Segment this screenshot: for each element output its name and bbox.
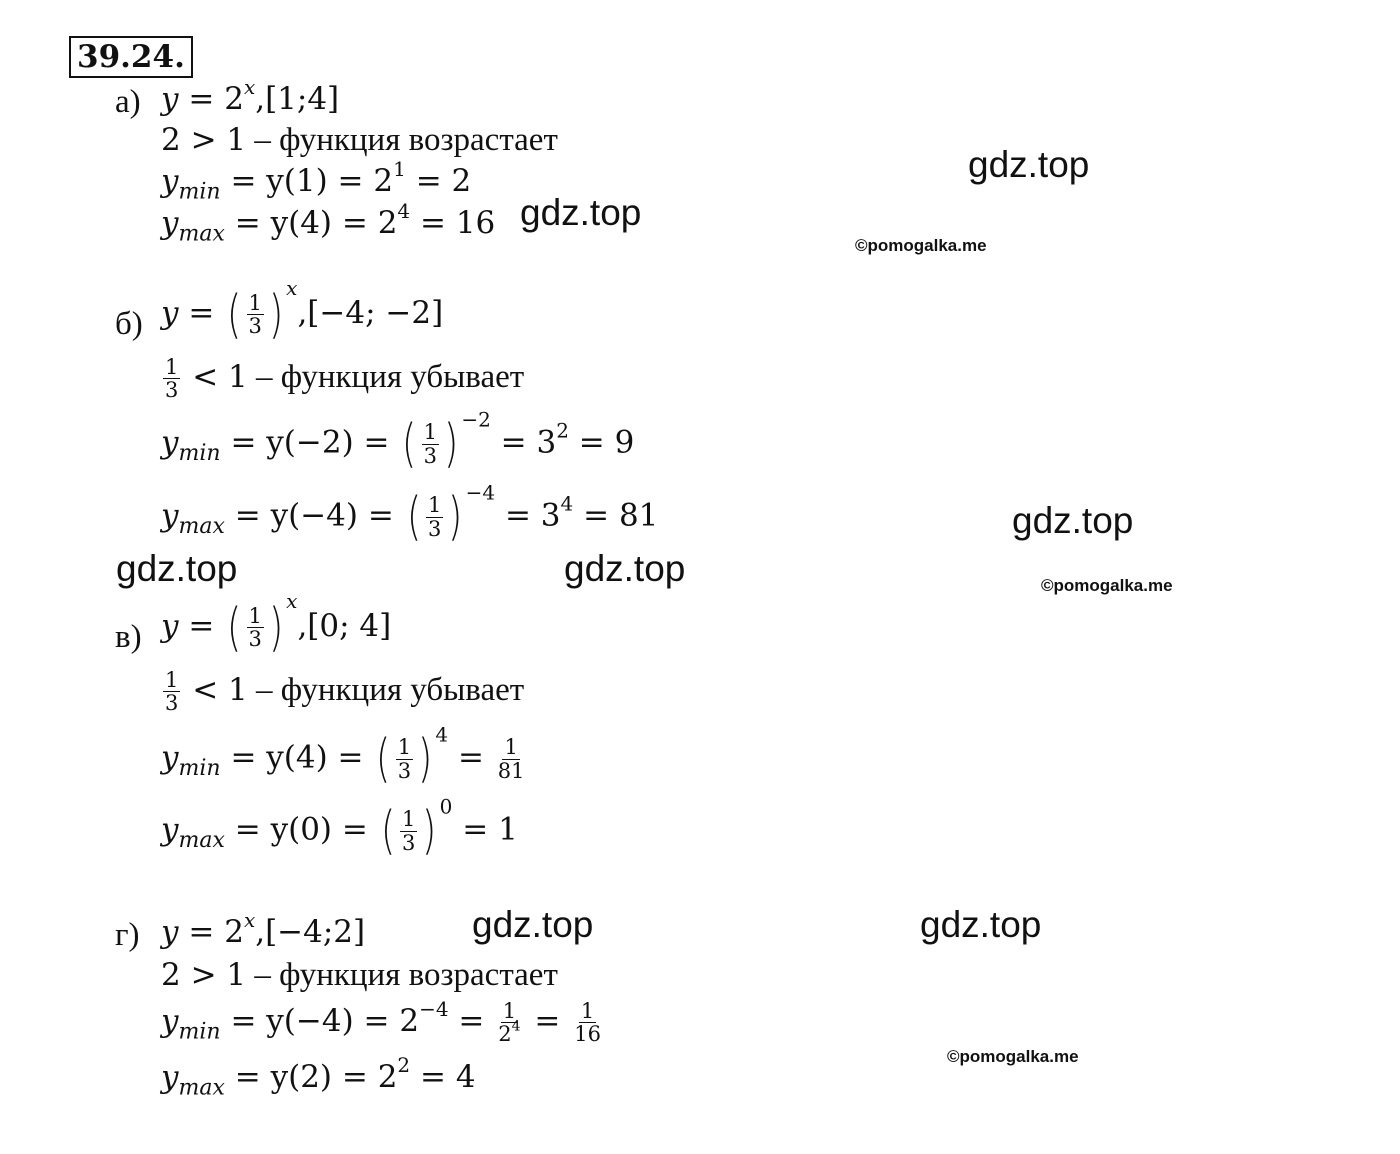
denominator: 3 [402,830,416,855]
expr: = 4 [410,1059,476,1095]
expr: = 16 [410,205,496,241]
section-a-label: а) [115,84,141,120]
watermark-copyright: ©pomogalka.me [1041,576,1173,595]
fraction [496,1000,522,1045]
numerator: 1 [504,735,518,760]
section-a-condition [161,124,558,157]
watermark-gdz: gdz.top [1012,500,1134,541]
numerator: 1 [580,999,595,1023]
denominator: 3 [423,443,438,468]
exponent: 2 [556,418,569,443]
denominator: 3 [427,516,442,541]
exponent: 2 [397,1053,411,1077]
condition-text: – функция возрастает [246,122,558,158]
expr: = y(4) = 2 [224,205,398,241]
section-a-max [161,199,496,247]
exponent: 4 [397,199,411,223]
problem-number: 39.24. [69,36,193,78]
subscript-min: min [178,756,221,782]
section-d-min [161,997,605,1047]
exponent: x [286,276,298,300]
var-y: y [161,1059,179,1095]
subscript-max: max [178,828,225,854]
exponent: 0 [439,794,453,819]
watermark-gdz: gdz.top [520,192,642,233]
numerator: 1 [502,999,517,1023]
section-c-label: в) [115,619,142,655]
watermark-copyright: ©pomogalka.me [947,1047,1079,1066]
expr: = y(1) = 2 [220,163,394,199]
watermark-copyright: ©pomogalka.me [855,236,987,255]
exponent: x [243,75,256,99]
base: 2 [224,914,244,950]
section-b-label: б) [115,306,143,342]
section-a-function: $y = 2^x,[1;4]$ [161,75,340,117]
expr: = y(4) = [220,739,374,776]
denominator [496,1018,522,1047]
exponent: −4 [465,480,496,505]
subscript-max: max [178,221,225,247]
expr: = y(−4) = 2 [220,1003,420,1040]
watermark-gdz: gdz.top [968,144,1090,185]
subscript-max: max [178,1075,225,1101]
section-b-condition [161,356,524,401]
section-d-label: г) [115,917,140,953]
expr: = [448,739,494,776]
var-y: y [161,424,179,461]
section-d-function: $y = 2^x,[-4;2]$ [161,908,366,950]
numerator: 1 [165,355,179,379]
denominator: 16 [574,1022,601,1047]
expr: = 3 [495,497,561,534]
paren-fraction: ( $\frac{1}{3}$ ) [376,729,433,789]
watermark-gdz: gdz.top [920,904,1042,945]
expr: = y(0) = [224,811,378,848]
subscript-min: min [178,1019,221,1045]
expr: = 3 [490,424,557,461]
interval: ,[−4; −2] [297,295,444,331]
section-b-function: y = ( $\frac{1}{3}$ ) $^x$,[−4; −2] [161,276,444,345]
subscript-min: min [178,179,221,205]
exponent: −2 [461,407,491,432]
expr: = y(2) = 2 [224,1059,398,1095]
exponent: x [286,589,298,613]
numerator: 1 [248,603,262,628]
interval: ,[−4;2] [255,914,366,950]
condition-inequality: < 1 [182,672,248,709]
condition-inequality: 2 > 1 [161,957,247,993]
interval: ,[1;4] [255,81,340,117]
expr: = 9 [568,424,635,461]
exponent: −4 [419,997,449,1022]
exponent: 4 [560,491,574,516]
denominator: 3 [165,691,179,716]
var-y: y [161,739,179,776]
paren-fraction: ( $\frac{1}{3}$ ) [227,284,284,345]
subscript-min: min [178,441,221,467]
numerator: 1 [427,493,442,518]
section-c-condition [161,669,524,714]
section-c-max [161,794,518,861]
expr: = [524,1003,571,1040]
base: 2 [224,81,244,117]
section-c-function: y = ( $\frac{1}{3}$ ) $^x$,[0; 4] [161,589,392,658]
exponent: 4 [511,1018,521,1035]
exponent: 4 [435,722,449,747]
fraction [163,356,180,401]
denominator: 3 [248,314,262,338]
section-b-max [161,480,659,547]
numerator: 1 [165,668,179,692]
denominator: 3 [165,378,179,403]
section-d-condition [161,959,558,992]
section-b-min [161,407,635,474]
interval: ,[0; 4] [297,608,392,644]
paren-fraction: ( $\frac{1}{3}$ ) [406,487,463,547]
denominator: 3 [397,758,412,783]
var-y: y [161,497,179,534]
expr: = y(−2) = [220,424,400,461]
base: 2 [498,1022,512,1047]
paren-fraction: ( $\frac{1}{3}$ ) [380,801,437,861]
watermark-gdz: gdz.top [564,548,686,589]
paren-fraction: ( $\frac{1}{3}$ ) [227,597,284,658]
subscript-max: max [178,514,225,540]
numerator: 1 [423,420,438,445]
var-y: y [161,163,179,199]
denominator: 3 [248,627,262,651]
var-y: y [161,811,179,848]
expr: = 2 [405,163,472,199]
fraction [572,1000,603,1045]
numerator: 1 [397,735,412,760]
expr: = y(−4) = [224,497,404,534]
condition-text: – функция возрастает [246,957,558,993]
var-y: y [161,81,179,117]
var-y: y [161,205,179,241]
denominator: 81 [497,758,525,783]
exponent: x [243,908,256,932]
exponent: 1 [393,157,406,181]
numerator: 1 [248,290,262,315]
numerator: 1 [402,807,416,832]
var-y: y [161,1003,179,1040]
expr: = 1 [452,811,518,848]
watermark-gdz: gdz.top [472,904,594,945]
section-a-min [161,157,472,205]
fraction [496,736,527,781]
var-y: y [161,914,179,950]
condition-text: – функция убывает [247,359,525,396]
condition-text: – функция убывает [247,672,525,709]
paren-fraction: ( $\frac{1}{3}$ ) [402,414,459,474]
expr: = [448,1003,495,1040]
section-c-min [161,722,529,789]
watermark-gdz: gdz.top [116,548,238,589]
section-d-max [161,1053,476,1101]
condition-inequality: < 1 [182,359,248,396]
expr: = 81 [573,497,659,534]
fraction [163,669,180,714]
condition-inequality: 2 > 1 [161,122,247,158]
